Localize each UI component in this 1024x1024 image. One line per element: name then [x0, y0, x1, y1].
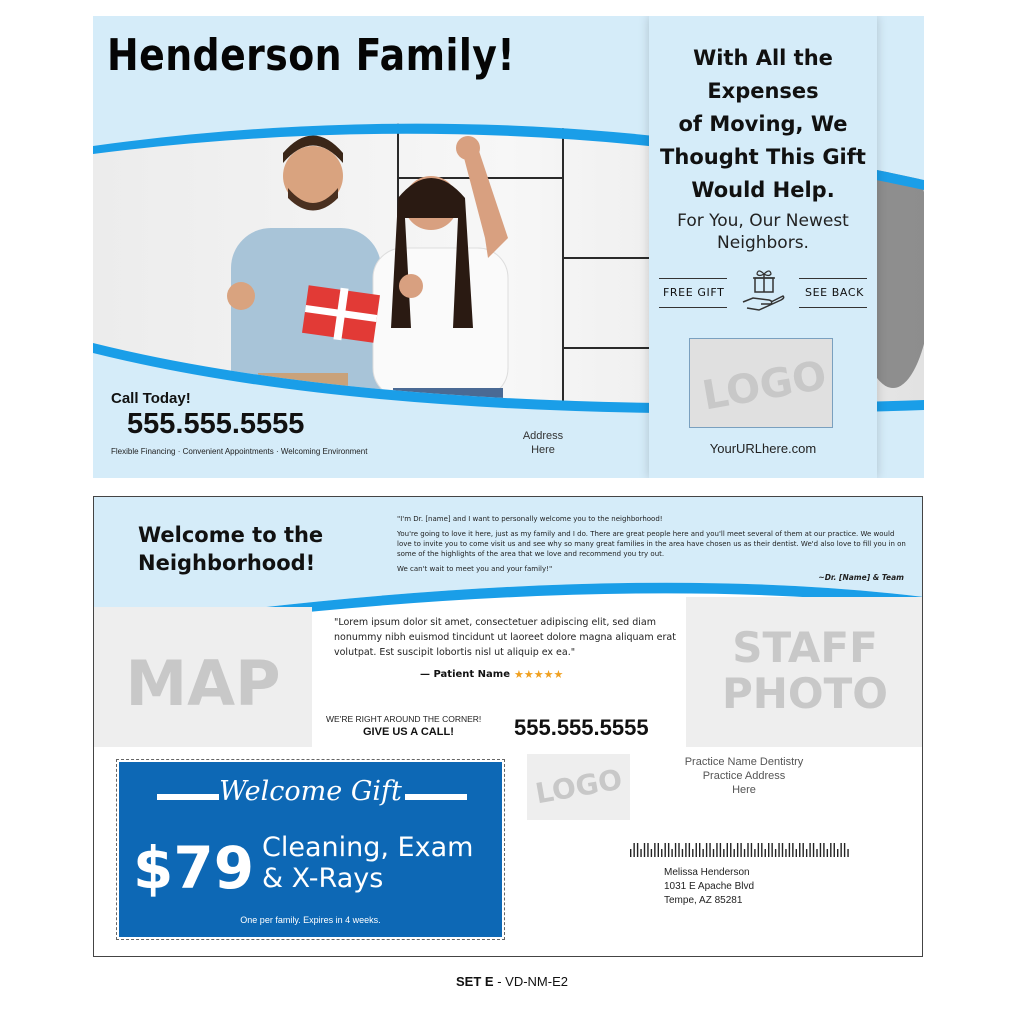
barcode-bar [775, 849, 776, 857]
practice-return-address [649, 755, 839, 797]
coupon-title: Welcome Gift [219, 776, 402, 807]
barcode-bar [696, 843, 697, 857]
barcode-bar [720, 843, 721, 857]
barcode-bar [840, 843, 841, 857]
panel-title [649, 42, 877, 207]
barcode-bar [765, 849, 766, 857]
recipient-line: 1031 E Apache Blvd [664, 881, 755, 892]
barcode-bar [754, 849, 755, 857]
barcode-bar [630, 849, 631, 857]
barcode-bar [747, 843, 748, 857]
design-code: - VD-NM-E2 [493, 974, 568, 989]
barcode-bar [830, 843, 831, 857]
postal-barcode [630, 843, 852, 857]
address-placeholder [493, 429, 593, 457]
barcode-bar [647, 843, 648, 857]
barcode-bar [727, 843, 728, 857]
barcode-bar [740, 843, 741, 857]
coupon-fine-print: One per family. Expires in 4 weeks. [240, 915, 381, 925]
barcode-bar [716, 843, 717, 857]
coupon-offer-line: Cleaning, Exam [262, 832, 474, 863]
barcode-bar [847, 849, 848, 857]
barcode-bar [813, 843, 814, 857]
barcode-bar [803, 843, 804, 857]
letter-paragraph: We can't wait to meet you and your family!" [397, 565, 553, 573]
letter-signature: ~Dr. [Name] & Team [818, 573, 904, 582]
divider-line [659, 307, 727, 308]
panel-title-line: of Moving, We [678, 112, 848, 136]
coupon-offer [262, 832, 473, 894]
barcode-bar [792, 843, 793, 857]
address-line: Here [531, 444, 555, 456]
divider-line [799, 307, 867, 308]
tagline: Flexible Financing · Convenient Appointments · Welcoming Environment [111, 447, 368, 456]
panel-subtitle-line: Neighbors. [717, 233, 809, 253]
map-placeholder [94, 607, 312, 747]
back-logo-placeholder [527, 754, 630, 820]
barcode-bar [758, 843, 759, 857]
barcode-bar [644, 843, 645, 857]
panel-title-line: Would Help. [691, 178, 835, 202]
barcode-bar [671, 849, 672, 857]
barcode-bar [665, 843, 666, 857]
barcode-bar [782, 843, 783, 857]
barcode-bar [685, 843, 686, 857]
barcode-bar [678, 843, 679, 857]
coupon-price: $79 [133, 834, 255, 902]
recipient-line: Melissa Henderson [664, 867, 750, 878]
website-url[interactable]: YourURLhere.com [709, 441, 817, 456]
logo-placeholder-text: LOGO [698, 352, 830, 420]
gift-in-hand-icon [741, 268, 787, 312]
staff-photo-line: STAFF [732, 623, 878, 672]
panel-subtitle [649, 210, 877, 254]
practice-line: Practice Address [702, 770, 786, 782]
barcode-bar [633, 843, 634, 857]
barcode-bar [820, 843, 821, 857]
barcode-bar [658, 843, 659, 857]
barcode-bar [789, 843, 790, 857]
back-phone-number[interactable]: 555.555.5555 [514, 715, 649, 740]
panel-title-line: With All the [693, 46, 833, 70]
logo-placeholder-text: LOGO [532, 762, 625, 811]
barcode-bar [637, 843, 638, 857]
coupon-offer-line: & X-Rays [262, 863, 384, 894]
barcode-bar [689, 843, 690, 857]
barcode-bar [771, 843, 772, 857]
barcode-bar [823, 843, 824, 857]
panel-title-line: Expenses [707, 79, 819, 103]
barcode-bar [640, 849, 641, 857]
barcode-bar [706, 843, 707, 857]
barcode-bar [837, 849, 838, 857]
welcome-line: Welcome to the [138, 523, 324, 547]
postcard-back [93, 496, 923, 957]
front-logo-placeholder [689, 338, 833, 428]
barcode-bar [713, 849, 714, 857]
barcode-bar [778, 843, 779, 857]
star-rating: ★★★★★ [514, 669, 564, 681]
headline: Henderson Family! [107, 30, 516, 81]
patient-name: — Patient Name [420, 669, 510, 680]
free-gift-label: FREE GIFT [663, 286, 725, 299]
barcode-bar [654, 843, 655, 857]
design-caption [0, 974, 1024, 989]
barcode-bar [682, 849, 683, 857]
divider-line [799, 278, 867, 279]
barcode-bar [702, 849, 703, 857]
around-the-corner-text: WE'RE RIGHT AROUND THE CORNER! [326, 714, 482, 724]
barcode-bar [744, 849, 745, 857]
set-label: SET E [456, 974, 494, 989]
recipient-line: Tempe, AZ 85281 [664, 895, 743, 906]
panel-subtitle-line: For You, Our Newest [677, 211, 849, 231]
barcode-bar [816, 849, 817, 857]
barcode-bar [723, 849, 724, 857]
divider-line [659, 278, 727, 279]
staff-photo-placeholder [686, 597, 923, 747]
barcode-bar [730, 843, 731, 857]
barcode-bar [834, 843, 835, 857]
barcode-bar [844, 843, 845, 857]
barcode-bar [785, 849, 786, 857]
barcode-bar [751, 843, 752, 857]
staff-photo-line: PHOTO [722, 669, 888, 718]
barcode-bar [734, 849, 735, 857]
letter-paragraph: You're going to love it here, just as my family and I do. There are great people here and you'll meet several of them at our practice. We would love to invite you to come visit us and see why so many great families in the area have chosen us as their dentist. We'd also love to fill you in on some of the highlights of the area that we love and recommend you try out. [397, 530, 906, 558]
red-gift-box [302, 285, 380, 343]
address-line: Address [522, 430, 564, 442]
give-us-a-call-text: GIVE US A CALL! [363, 726, 454, 738]
barcode-bar [809, 843, 810, 857]
practice-line: Practice Name Dentistry [684, 756, 804, 768]
letter-paragraph: "I'm Dr. [name] and I want to personally welcome you to the neighborhood! [397, 515, 663, 523]
postcard-front [93, 16, 924, 478]
barcode-bar [796, 849, 797, 857]
welcome-gift-coupon[interactable] [119, 762, 502, 937]
panel-title-line: Thought This Gift [660, 145, 866, 169]
practice-line: Here [732, 784, 756, 796]
free-gift-row [659, 278, 867, 308]
barcode-bar [768, 843, 769, 857]
staff-photo-text [686, 625, 923, 717]
map-placeholder-text: MAP [125, 647, 281, 720]
barcode-bar [651, 849, 652, 857]
see-back-label: SEE BACK [805, 286, 864, 299]
welcome-heading [138, 521, 323, 577]
barcode-bar [661, 849, 662, 857]
welcome-letter [397, 514, 909, 579]
welcome-line: Neighborhood! [138, 551, 316, 575]
barcode-bar [692, 849, 693, 857]
front-phone-number[interactable]: 555.555.5555 [127, 408, 305, 440]
message-panel [649, 16, 877, 478]
barcode-bar [709, 843, 710, 857]
call-today-label: Call Today! [111, 390, 191, 407]
recipient-address [664, 866, 754, 908]
barcode-bar [699, 843, 700, 857]
barcode-bar [675, 843, 676, 857]
barcode-bar [737, 843, 738, 857]
barcode-bar [806, 849, 807, 857]
barcode-bar [827, 849, 828, 857]
barcode-bar [799, 843, 800, 857]
testimonial-quote: "Lorem ipsum dolor sit amet, consectetuer adipiscing elit, sed diam nonummy nibh euismod tincidunt ut laoreet dolore magna aliquam erat volutpat. Est suscipit lobortis nisl ut aliquip ex ea." [334, 617, 676, 658]
barcode-bar [668, 843, 669, 857]
barcode-bar [761, 843, 762, 857]
